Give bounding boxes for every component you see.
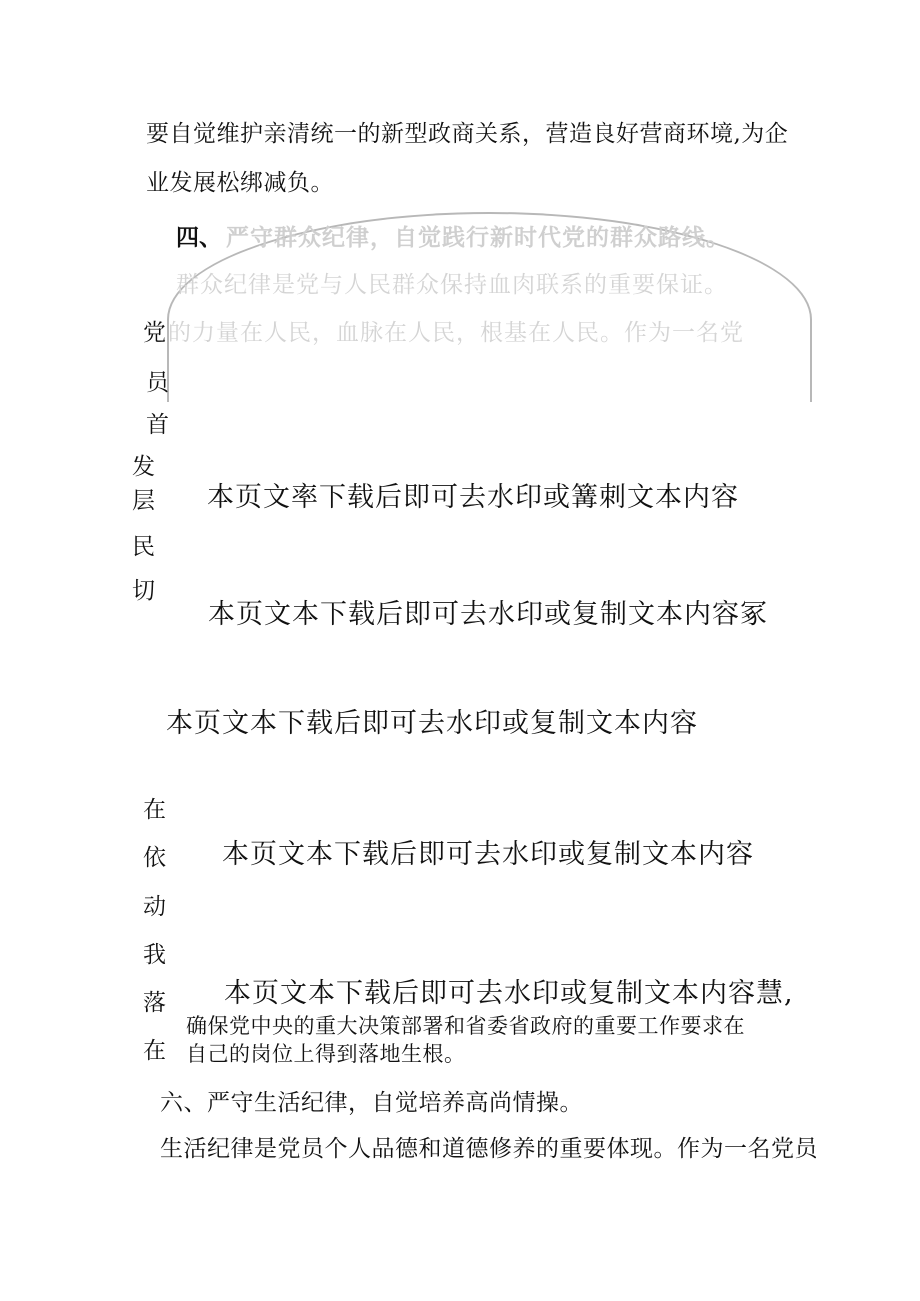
paragraph-line: 确保党中央的重大决策部署和省委省政府的重要工作要求在 xyxy=(186,1014,745,1038)
vertical-char: 在 xyxy=(143,1038,166,1064)
paragraph-line: 生活纪律是党员个人品德和道德修养的重要体现。作为一名党员 xyxy=(160,1136,818,1162)
vertical-char: 动 xyxy=(143,894,166,920)
vertical-char: 发 xyxy=(132,454,155,480)
vertical-char: 在 xyxy=(143,797,166,823)
paragraph-line: 自己的岗位上得到落地生根。 xyxy=(186,1042,466,1066)
faded-paragraph-line: 群众纪律是党与人民群众保持血肉联系的重要保证。 xyxy=(176,272,728,298)
vertical-char: 落 xyxy=(143,990,166,1016)
vertical-char: 首 xyxy=(146,412,169,438)
paragraph-first-char: 党 xyxy=(143,320,167,346)
faded-paragraph-line: 的力量在人民，血脉在人民，根基在人民。作为一名党 xyxy=(168,320,744,346)
paragraph-line: 要自觉维护亲清统一的新型政商关系，营造良好营商环境,为企 xyxy=(146,121,789,147)
vertical-char: 民 xyxy=(132,534,155,560)
watermark-text: 本页文率下载后即可去水印或篝刺文本内容 xyxy=(207,482,739,513)
watermark-text: 本页文本下载后即可去水印或复制文本内容慧, xyxy=(224,978,794,1009)
section-heading-four-prefix: 四、 xyxy=(176,224,222,251)
vertical-char: 层 xyxy=(132,488,155,514)
watermark-text: 本页文本下载后即可去水印或复制文本内容 xyxy=(222,839,754,870)
watermark-text: 本页文本下载后即可去水印或复制文本内容冢 xyxy=(208,599,768,630)
vertical-char: 切 xyxy=(132,578,155,604)
section-heading-six: 六、严守生活纪律，自觉培养高尚情操。 xyxy=(160,1090,583,1116)
watermark-text: 本页文本下载后即可去水印或复制文本内容 xyxy=(166,708,698,739)
vertical-char: 我 xyxy=(143,942,166,968)
vertical-char: 员 xyxy=(146,370,169,396)
section-heading-four: 严守群众纪律，自觉践行新时代党的群众路线。 xyxy=(226,224,730,251)
paragraph-line: 业发展松绑减负。 xyxy=(146,170,334,196)
vertical-char: 依 xyxy=(143,845,166,871)
